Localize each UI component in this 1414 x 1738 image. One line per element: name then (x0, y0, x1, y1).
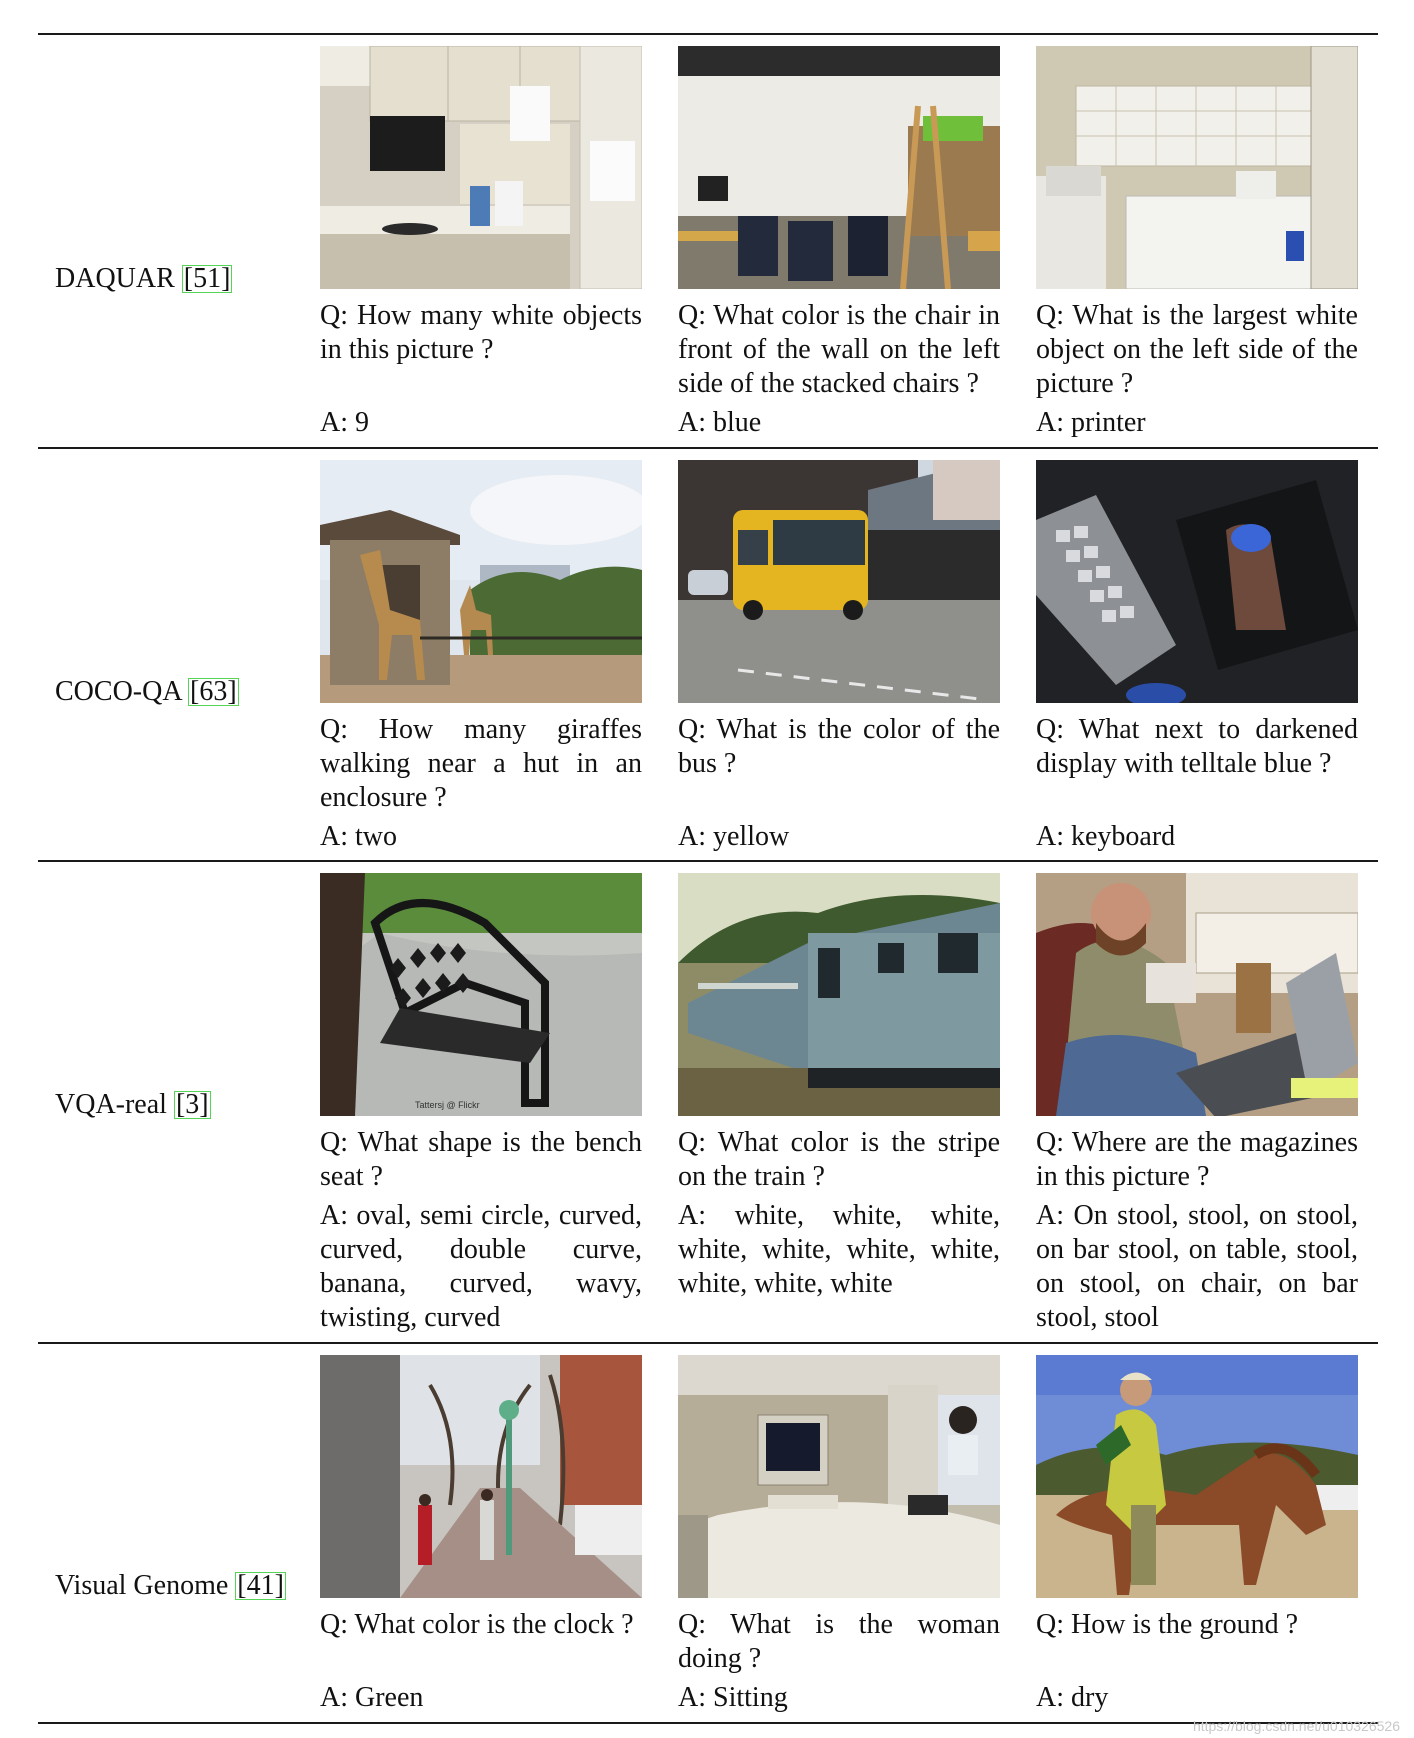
citation-link[interactable]: [51] (183, 263, 231, 294)
row-separator-2 (38, 860, 1378, 862)
example-cell (1036, 873, 1358, 1333)
answer-text: A: 9 (320, 407, 369, 438)
svg-text:Tattersj @ Flickr: Tattersj @ Flickr (415, 1100, 480, 1110)
example-cell (320, 1355, 642, 1713)
dataset-name: Visual Genome (55, 1570, 229, 1601)
row-separator-1 (38, 447, 1378, 449)
dataset-name: COCO-QA (55, 676, 182, 707)
kitchen-photo (320, 46, 642, 289)
dataset-name: DAQUAR (55, 263, 175, 294)
citation-link[interactable]: [63] (190, 676, 237, 707)
dataset-name: VQA-real (55, 1089, 167, 1120)
question-text: Q: How many giraffes walking near a hut in an enclosure ? (320, 714, 642, 813)
question-text: Q: What is the woman doing ? (678, 1609, 1000, 1674)
answer-text: A: keyboard (1036, 821, 1176, 852)
dataset-label (55, 1088, 211, 1122)
cubicle-photo (678, 1355, 1000, 1598)
answer-text: A: On stool, stool, on stool, on bar stool, on table, stool, on stool, on chair, on bar stool, stool (1036, 1200, 1358, 1333)
office-room-photo (678, 46, 1000, 289)
row-separator-3 (38, 1342, 1378, 1344)
street-clock-photo (320, 1355, 642, 1598)
question-text: Q: What next to darkened display with telltale blue ? (1036, 714, 1358, 779)
table-top-rule (38, 33, 1378, 35)
bus-photo (678, 460, 1000, 703)
example-cell (1036, 1355, 1358, 1713)
bench-photo (320, 873, 642, 1116)
question-text: Q: How is the ground ? (1036, 1609, 1299, 1640)
example-cell (320, 46, 642, 438)
dataset-label (55, 262, 232, 296)
example-cell (1036, 46, 1358, 438)
answer-text: A: two (320, 821, 397, 852)
table-bottom-rule (38, 1722, 1378, 1724)
citation-link[interactable]: [3] (175, 1089, 209, 1120)
dataset-label (55, 1569, 286, 1603)
example-cell (320, 460, 642, 852)
horse-rider-photo (1036, 1355, 1358, 1598)
question-text: Q: What color is the chair in front of the wall on the left side of the stacked chairs ? (678, 300, 1000, 399)
train-photo (678, 873, 1000, 1116)
source-watermark: https://blog.csdn.net/u010326526 (1192, 1718, 1400, 1734)
answer-text: A: Green (320, 1682, 424, 1713)
example-cell (678, 46, 1000, 438)
question-text: Q: What is the largest white object on the left side of the picture ? (1036, 300, 1358, 399)
printer-room-photo (1036, 46, 1358, 289)
laptop-man-photo (1036, 873, 1358, 1116)
example-cell (320, 873, 642, 1333)
example-cell (678, 1355, 1000, 1713)
answer-text: A: yellow (678, 821, 790, 852)
answer-text: A: white, white, white, white, white, white, white, white, white, white (678, 1200, 1000, 1299)
giraffes-photo (320, 460, 642, 703)
example-cell (678, 460, 1000, 852)
question-text: Q: What is the color of the bus ? (678, 714, 1000, 779)
answer-text: A: printer (1036, 407, 1146, 438)
question-text: Q: Where are the magazines in this picture ? (1036, 1127, 1358, 1192)
answer-text: A: blue (678, 407, 762, 438)
question-text: Q: What shape is the bench seat ? (320, 1127, 642, 1192)
question-text: Q: What color is the clock ? (320, 1609, 634, 1640)
example-cell (678, 873, 1000, 1299)
answer-text: A: Sitting (678, 1682, 788, 1713)
question-text: Q: What color is the stripe on the train ? (678, 1127, 1000, 1192)
keyboard-photo (1036, 460, 1358, 703)
citation-link[interactable]: [41] (237, 1570, 284, 1601)
answer-text: A: dry (1036, 1682, 1109, 1713)
answer-text: A: oval, semi circle, curved, curved, double curve, banana, curved, wavy, twisting, curved (320, 1200, 642, 1333)
question-text: Q: How many white objects in this picture ? (320, 300, 642, 365)
example-cell (1036, 460, 1358, 852)
dataset-label (55, 675, 239, 709)
